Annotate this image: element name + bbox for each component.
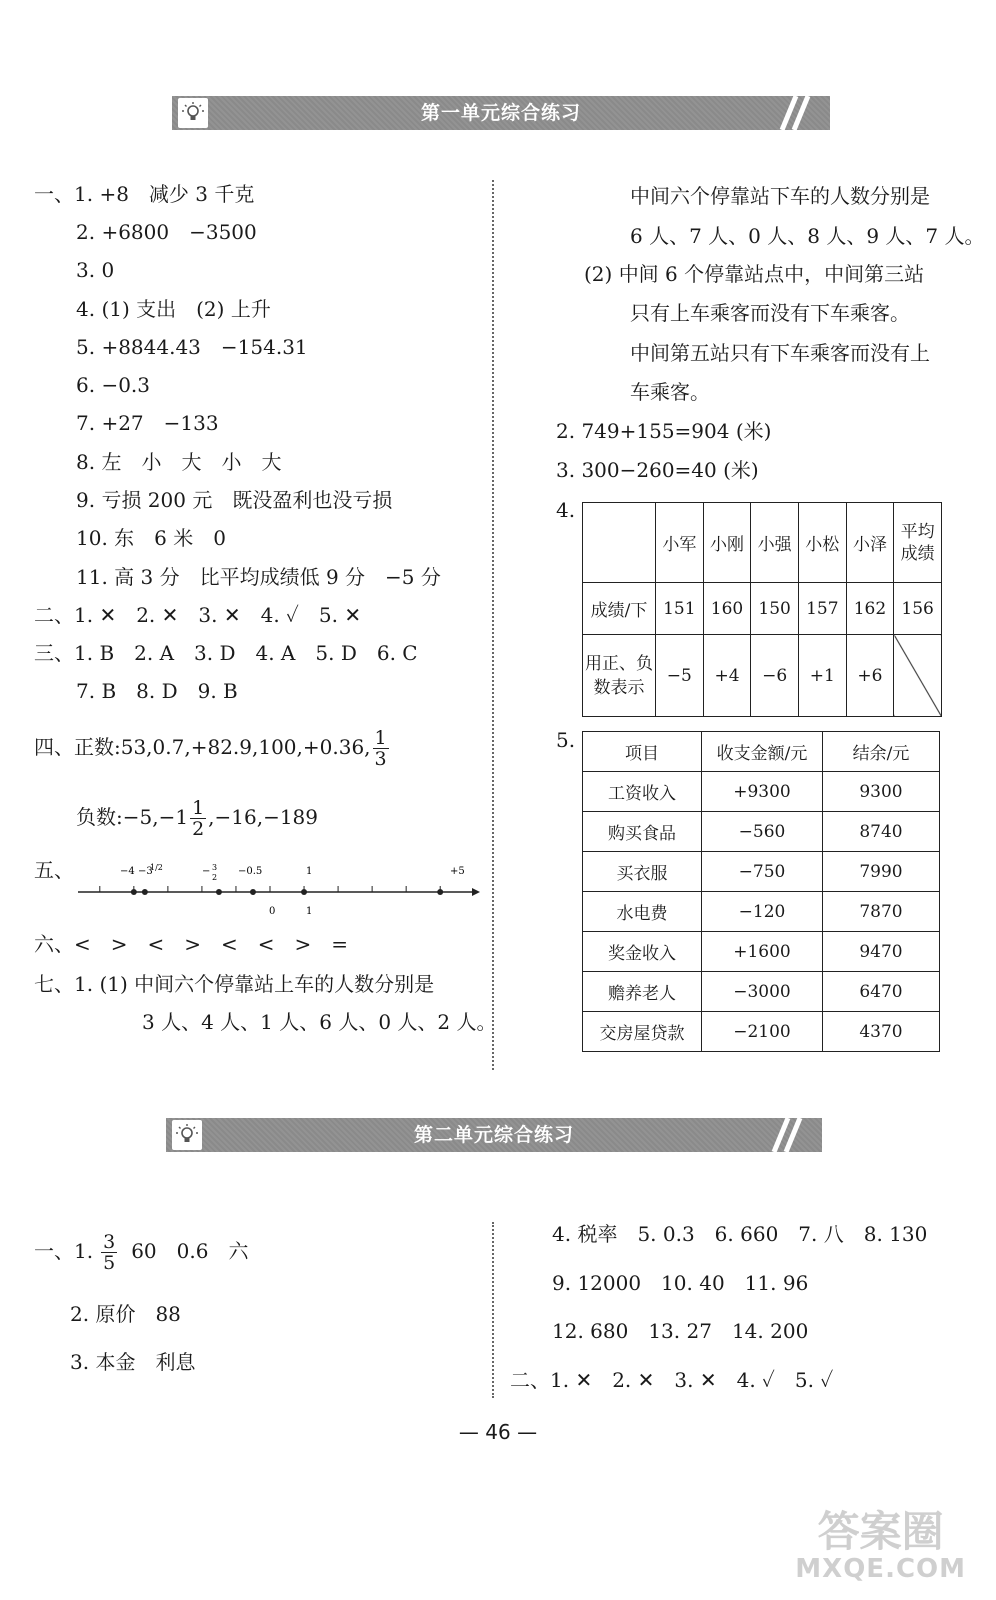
u2-line-2: 2. 原价 88 xyxy=(70,1302,181,1326)
u1-right-1: 中间六个停靠站下车的人数分别是 xyxy=(630,184,930,208)
u1-q7b: 3 人、4 人、1 人、6 人、0 人、2 人。 xyxy=(142,1010,497,1034)
ledger-cell-1-0: 购买食品 xyxy=(583,812,702,852)
u1-table5-label: 5. xyxy=(556,728,576,752)
u1-line-9: 9. 亏损 200 元 既没盈利也没亏损 xyxy=(76,488,393,512)
u1-right-6: 车乘客。 xyxy=(630,380,710,404)
u1-line-3: 3. 0 xyxy=(76,258,115,282)
nl-point xyxy=(142,889,148,895)
ledger-cell-0-0: 工资收入 xyxy=(583,772,702,812)
nl-label-minus: − xyxy=(202,866,211,877)
u2-right-4: 二、1. ✕ 2. ✕ 3. ✕ 4. ✓ 5. ✓ xyxy=(510,1368,834,1392)
ledger-cell-4-2: 9470 xyxy=(823,932,940,972)
nl-label-2: 2 xyxy=(212,873,218,882)
u1-q4-neg-fraction: $\frac{1}{2}$ xyxy=(192,797,205,840)
nl-label-one: 1 xyxy=(306,906,313,917)
score-table-cell-1-0: 用正、负 数表示 xyxy=(583,635,656,717)
score-table-header-5: 小泽 xyxy=(846,503,894,583)
nl-label-1: 1 xyxy=(306,866,313,877)
u2-right-2: 9. 12000 10. 40 11. 96 xyxy=(552,1271,809,1295)
score-table-header-1: 小军 xyxy=(656,503,704,583)
u1-right-2: 6 人、7 人、0 人、8 人、9 人、7 人。 xyxy=(630,224,985,248)
u1-right-4: 只有上车乘客而没有下车乘客。 xyxy=(630,301,910,325)
ledger-cell-3-1: −120 xyxy=(702,892,823,932)
u1-q4-pos-fraction: $\frac{1}{3}$ xyxy=(374,727,387,770)
u1-table4-label: 4. xyxy=(556,498,576,522)
u1-right-8: 3. 300−260=40 (米) xyxy=(556,458,759,482)
u1-line-14: 7. B 8. D 9. B xyxy=(76,679,238,703)
u1-right-3: (2) 中间 6 个停靠站点中，中间第三站 xyxy=(584,262,925,286)
unit1-banner xyxy=(172,96,830,130)
u1-right-7: 2. 749+155=904 (米) xyxy=(556,419,772,443)
nl-label-m4: −4 xyxy=(120,866,135,877)
u1-q4-negative-suffix: ,−16,−189 xyxy=(208,805,319,829)
ledger-header-0: 项目 xyxy=(583,732,702,772)
unit2-title: 第二单元综合练习 xyxy=(413,1124,574,1146)
nl-label-m3: −3 xyxy=(138,866,153,877)
ledger-cell-3-0: 水电费 xyxy=(583,892,702,932)
u1-q4-negative-text: 负数:−5,−1 xyxy=(76,805,189,829)
ledger-cell-5-1: −3000 xyxy=(702,972,823,1012)
ledger-cell-2-1: −750 xyxy=(702,852,823,892)
u1-line-5: 5. +8844.43 −154.31 xyxy=(76,335,308,359)
score-table-cell-0-3: 150 xyxy=(751,583,799,635)
score-table-header-2: 小刚 xyxy=(703,503,751,583)
u2-right-3: 12. 680 13. 27 14. 200 xyxy=(552,1319,809,1343)
ledger-cell-6-2: 4370 xyxy=(823,1012,940,1052)
ledger-header-2: 结余/元 xyxy=(823,732,940,772)
score-table-header-6: 平均 成绩 xyxy=(894,503,942,583)
nl-label-m05: −0.5 xyxy=(238,866,263,877)
ledger-cell-1-2: 8740 xyxy=(823,812,940,852)
unit1-title: 第一单元综合练习 xyxy=(420,102,581,124)
score-table-cell-0-5: 162 xyxy=(846,583,894,635)
ledger-cell-0-1: +9300 xyxy=(702,772,823,812)
page-number: — 46 — xyxy=(458,1420,538,1444)
ledger-cell-4-1: +1600 xyxy=(702,932,823,972)
u1-line-10: 10. 东 6 米 0 xyxy=(76,526,226,550)
u1-line-6: 6. −0.3 xyxy=(76,373,151,397)
u1-line-12: 二、1. ✕ 2. ✕ 3. ✕ 4. ✓ 5. ✕ xyxy=(34,603,362,627)
score-table-cell-1-4: +1 xyxy=(798,635,846,717)
ledger-cell-5-0: 赡养老人 xyxy=(583,972,702,1012)
column-divider-2 xyxy=(492,1222,494,1398)
ledger-cell-5-2: 6470 xyxy=(823,972,940,1012)
ledger-cell-2-0: 买衣服 xyxy=(583,852,702,892)
u2-line-3: 3. 本金 利息 xyxy=(70,1350,196,1374)
u1-q4-positive xyxy=(34,722,391,772)
ledger-cell-0-2: 9300 xyxy=(823,772,940,812)
score-table-cell-0-4: 157 xyxy=(798,583,846,635)
ledger-cell-4-0: 奖金收入 xyxy=(583,932,702,972)
u1-line-1: 一、1. +8 减少 3 千克 xyxy=(34,182,255,206)
score-table-cell-0-1: 151 xyxy=(656,583,704,635)
u2-right-1: 4. 税率 5. 0.3 6. 660 7. 八 8. 130 xyxy=(552,1222,928,1246)
u1-q6: 六、< > < > < < > = xyxy=(34,932,349,956)
nl-point xyxy=(216,889,222,895)
nl-point xyxy=(131,889,137,895)
unit2-banner xyxy=(166,1118,822,1152)
slash-decoration-icon xyxy=(762,1118,812,1152)
column-divider-1 xyxy=(492,180,494,1070)
u1-line-2: 2. +6800 −3500 xyxy=(76,220,257,244)
score-table-header-4: 小松 xyxy=(798,503,846,583)
score-table-cell-0-6: 156 xyxy=(894,583,942,635)
u1-line-13: 三、1. B 2. A 3. D 4. A 5. D 6. C xyxy=(34,641,418,665)
u2-q1-fraction: $\frac{3}{5}$ xyxy=(103,1231,116,1274)
u1-line-4: 4. (1) 支出 (2) 上升 xyxy=(76,297,271,321)
u1-q4-positive-text: 四、正数:53,0.7,+82.9,100,+0.36, xyxy=(34,735,371,759)
nl-point xyxy=(437,889,443,895)
ledger-cell-1-1: −560 xyxy=(702,812,823,852)
u2-q1-suffix: 60 0.6 六 xyxy=(131,1239,249,1263)
score-table-cell-0-0: 成绩/下 xyxy=(583,583,656,635)
nl-label-half: 1/2 xyxy=(150,863,163,872)
score-table-cell-0-2: 160 xyxy=(703,583,751,635)
score-table-cell-1-5: +6 xyxy=(846,635,894,717)
u2-q1 xyxy=(34,1226,248,1276)
ledger-header-1: 收支金额/元 xyxy=(702,732,823,772)
score-table-cell-1-1: −5 xyxy=(656,635,704,717)
u2-q1-prefix: 一、1. xyxy=(34,1239,94,1263)
watermark-logo: 答案圈 MXQE.COM xyxy=(795,1507,966,1584)
ledger-cell-6-1: −2100 xyxy=(702,1012,823,1052)
u1-q7a: 七、1. (1) 中间六个停靠站上车的人数分别是 xyxy=(34,972,435,996)
ledger-cell-6-0: 交房屋贷款 xyxy=(583,1012,702,1052)
score-table xyxy=(582,502,942,717)
ledger-cell-2-2: 7990 xyxy=(823,852,940,892)
u1-q5-label: 五、 xyxy=(34,858,74,882)
nl-label-zero: 0 xyxy=(269,906,276,917)
score-table-cell-1-3: −6 xyxy=(751,635,799,717)
u1-right-5: 中间第五站只有下车乘客而没有上 xyxy=(630,341,930,365)
u1-line-7: 7. +27 −133 xyxy=(76,411,219,435)
score-table-header-3: 小强 xyxy=(751,503,799,583)
ledger-cell-3-2: 7870 xyxy=(823,892,940,932)
number-line xyxy=(70,858,480,918)
nl-point xyxy=(301,889,307,895)
u1-line-11: 11. 高 3 分 比平均成绩低 9 分 −5 分 xyxy=(76,565,441,589)
score-table-cell-1-2: +4 xyxy=(703,635,751,717)
nl-point xyxy=(250,889,256,895)
score-table-cell-1-6 xyxy=(894,635,942,717)
nl-label-3: 3 xyxy=(212,863,218,872)
u1-q4-negative xyxy=(76,792,318,842)
score-table-header-0 xyxy=(583,503,656,583)
slash-decoration-icon xyxy=(770,96,820,130)
u1-line-8: 8. 左 小 大 小 大 xyxy=(76,450,282,474)
nl-label-p5: +5 xyxy=(450,866,465,877)
ledger-table xyxy=(582,731,940,1052)
